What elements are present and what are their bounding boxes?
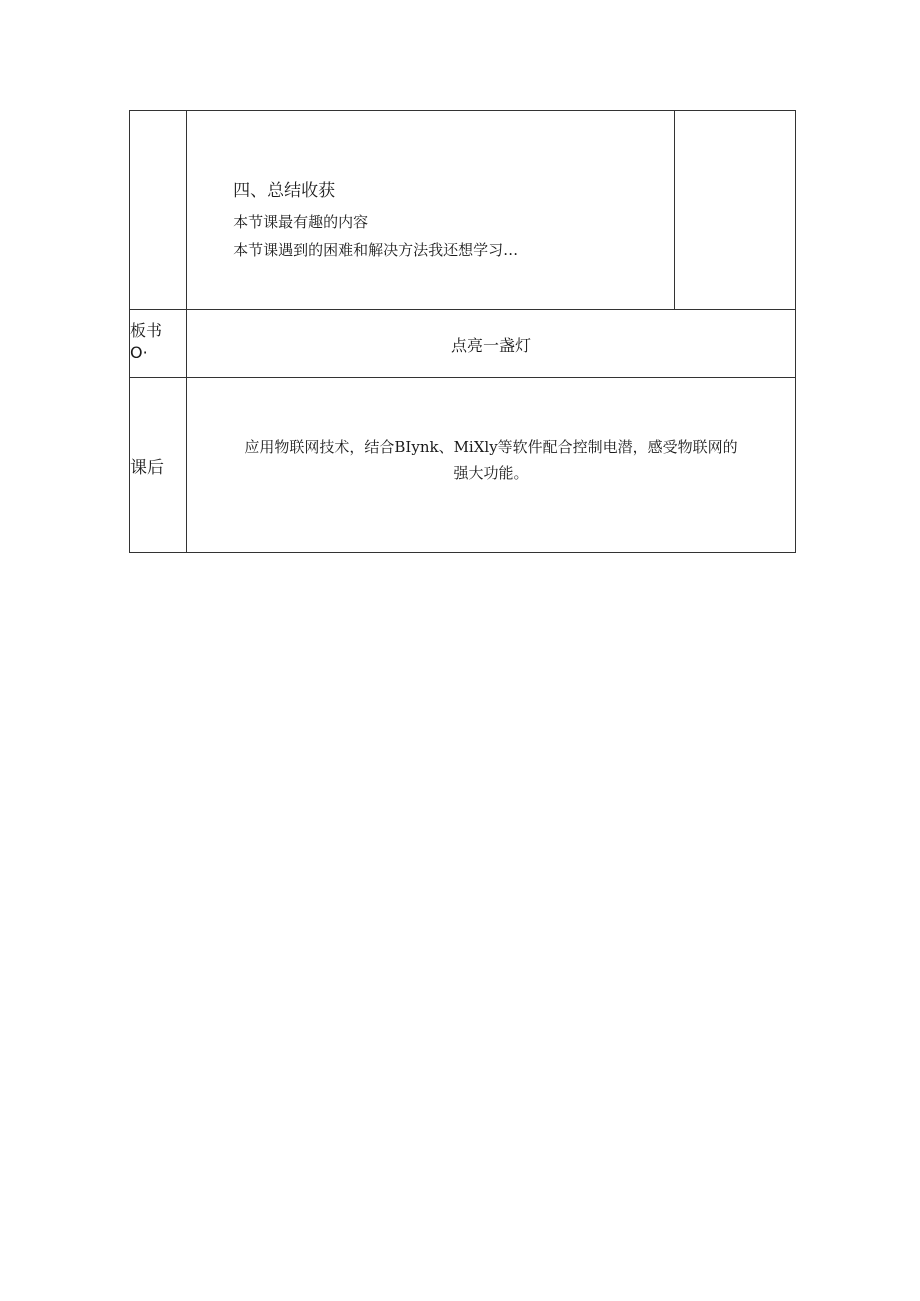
board-label-cell (130, 310, 187, 378)
summary-line-interesting: 本节课最有趣的内容 (233, 213, 369, 231)
lesson-plan-table (129, 110, 796, 553)
summary-label-cell (130, 111, 187, 310)
after-class-text (187, 434, 795, 496)
after-class-content-cell (187, 378, 796, 553)
after-class-text-line-2: 强大功能。 (453, 464, 529, 482)
board-row (130, 310, 796, 378)
after-class-label: 课后 (130, 457, 164, 478)
board-label: 板书 (130, 321, 163, 340)
summary-content-cell (187, 111, 675, 310)
board-label-mark: O· (130, 343, 148, 362)
summary-heading: 四、总结收获 (233, 181, 336, 201)
summary-line-difficulties: 本节课遇到的困难和解决方法我还想学习… (233, 241, 519, 259)
after-class-row (130, 378, 796, 553)
board-title: 点亮一盏灯 (451, 336, 532, 355)
summary-row (130, 111, 796, 310)
board-content-cell (187, 310, 796, 378)
after-class-label-cell (130, 378, 187, 553)
after-class-text-line-1: 应用物联网技术，结合BIynk、MiXly等软件配合控制电潜，感受物联网的 (244, 438, 738, 456)
summary-side-cell (674, 111, 795, 310)
